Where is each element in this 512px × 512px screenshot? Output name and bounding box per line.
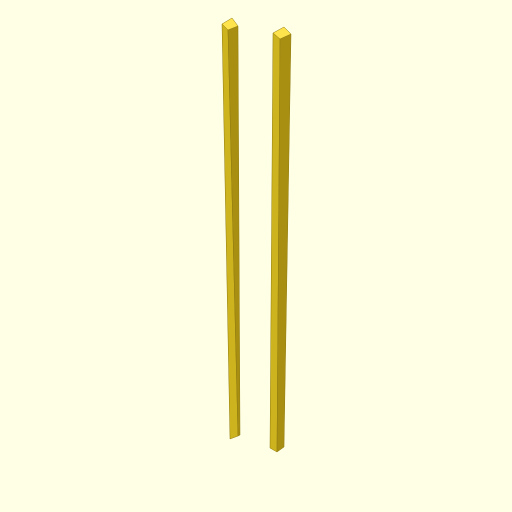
left-bar[interactable] (222, 18, 240, 439)
right-bar[interactable] (270, 27, 291, 452)
